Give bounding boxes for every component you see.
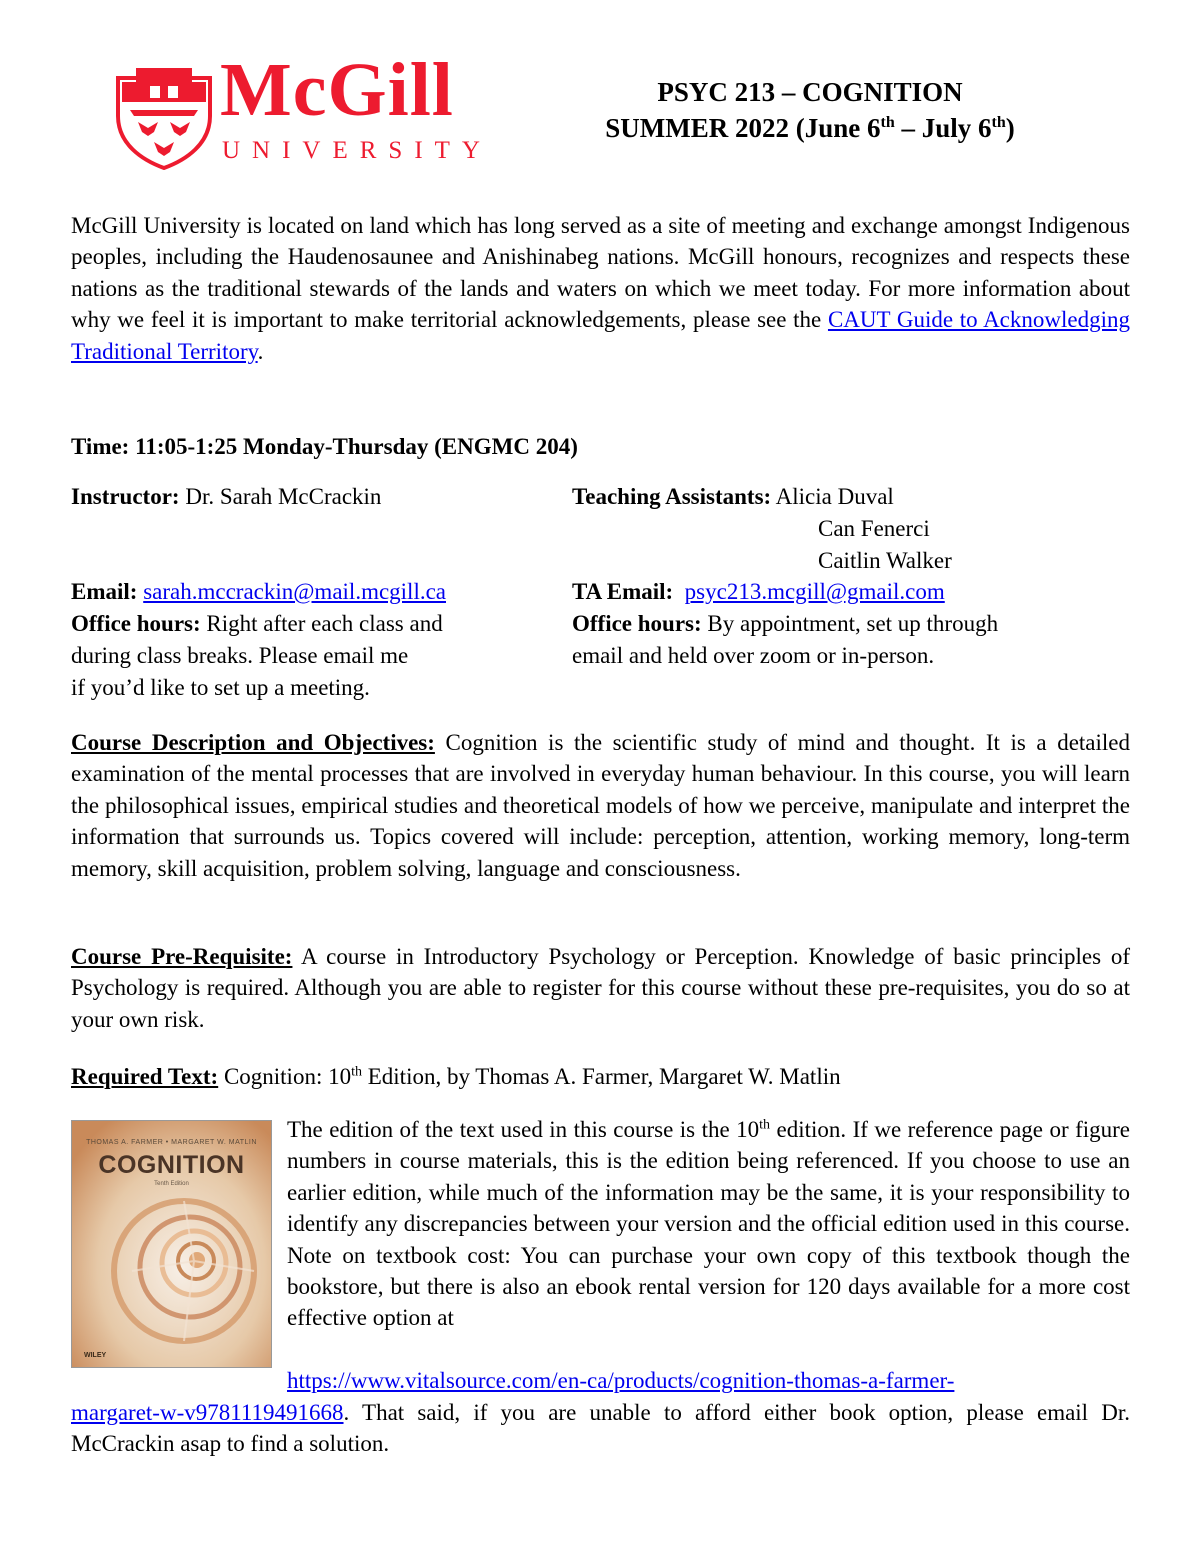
- course-description: Course Description and Objectives: Cognition is the scientific study of mind and thought. It is a detailed examination of the mental processes that are involved in everyday human behaviour. In this course, you will learn the philosophical issues, empirical studies and theoretical models of how we perceive, manipulate and interpret the information that surrounds us. Topics covered will include: perception, attention, working memory, long-term memory, skill acquisition, problem solving, language and consciousness.: [71, 730, 1130, 881]
- instructor-email: Email: sarah.mccrackin@mail.mcgill.ca: [71, 579, 446, 604]
- instructor-hours-2: during class breaks. Please email me: [71, 643, 409, 668]
- teaching-assistants: Teaching Assistants: Alicia Duval: [572, 484, 894, 509]
- ta-email-link[interactable]: psyc213.mcgill@gmail.com: [684, 579, 945, 604]
- class-time: Time: 11:05-1:25 Monday-Thursday (ENGMC 204): [71, 434, 578, 459]
- land-acknowledgement: McGill University is located on land which has long served as a site of meeting and exchange amongst Indigenous peoples, including the Haudenosaunee and Anishinabeg nations. McGill honours, recognizes and respects these nations as the traditional stewards of the lands and waters on which we meet today. For more information about why we feel it is important to make territorial acknowledgements, please see the CAUT Guide to Acknowledging Traditional Territory.: [71, 213, 1130, 364]
- textbook-cover-image: [71, 1120, 272, 1368]
- course-prerequisite: Course Pre-Requisite: A course in Introductory Psychology or Perception. Knowledge of basic principles of Psychology is required. Although you are able to register for this course without these pre-requisites, you do so at your own risk.: [71, 944, 1130, 1032]
- required-text: Required Text: Cognition: 10th Edition, by Thomas A. Farmer, Margaret W. Matlin: [71, 1064, 841, 1089]
- ta-email: TA Email: psyc213.mcgill@gmail.com: [572, 579, 945, 604]
- instructor-hours-3: if you’d like to set up a meeting.: [71, 675, 370, 700]
- mcgill-logo: [116, 48, 492, 170]
- vitalsource-link-cont[interactable]: margaret-w-v9781119491668: [71, 1400, 344, 1425]
- instructor-hours-1: Office hours: Right after each class and: [71, 611, 443, 636]
- course-term: SUMMER 2022 (June 6th – July 6th): [605, 113, 1015, 143]
- edition-note: The edition of the text used in this course is the 10th edition. If we reference page or figure numbers in course materials, this is the edition being referenced. If you choose to use an earlier edition, while much of the information may be the same, it is your responsibility to identify any discrepancies between your version and the official edition used in this course. Note on textbook cost: You can purchase your own copy of this textbook though the bookstore, but there is also an ebook rental version for 120 days available for a more cost effective option at: [287, 1117, 1130, 1331]
- book-edition: Tenth Edition: [154, 1181, 189, 1187]
- book-title: COGNITION: [98, 1151, 245, 1179]
- shield-icon: [116, 66, 212, 170]
- logo-subtitle: UNIVERSITY: [222, 137, 492, 164]
- instructor: Instructor: Dr. Sarah McCrackin: [71, 484, 382, 509]
- edition-note-end: margaret-w-v9781119491668. That said, if you are unable to afford either book option, please email Dr. McCrackin asap to find a solution.: [71, 1400, 1130, 1457]
- caut-guide-link[interactable]: CAUT Guide to Acknowledging Traditional Territory: [71, 307, 1130, 364]
- book-authors: THOMAS A. FARMER • MARGARET W. MATLIN: [86, 1139, 257, 1146]
- ta-name: Can Fenerci: [818, 516, 930, 541]
- ta-name: Caitlin Walker: [818, 548, 952, 573]
- course-title: PSYC 213 – COGNITION: [657, 77, 963, 107]
- ta-hours-1: Office hours: By appointment, set up through: [572, 611, 999, 636]
- book-publisher: WILEY: [84, 1352, 107, 1359]
- ta-hours-2: email and held over zoom or in-person.: [572, 643, 935, 668]
- logo-wordmark: McGill: [220, 48, 454, 132]
- vitalsource-link[interactable]: https://www.vitalsource.com/en-ca/products/cognition-thomas-a-farmer-: [287, 1368, 955, 1393]
- instructor-email-link[interactable]: sarah.mccrackin@mail.mcgill.ca: [143, 579, 446, 604]
- vitalsource-link-line: [287, 1365, 954, 1396]
- course-heading: [560, 74, 1060, 146]
